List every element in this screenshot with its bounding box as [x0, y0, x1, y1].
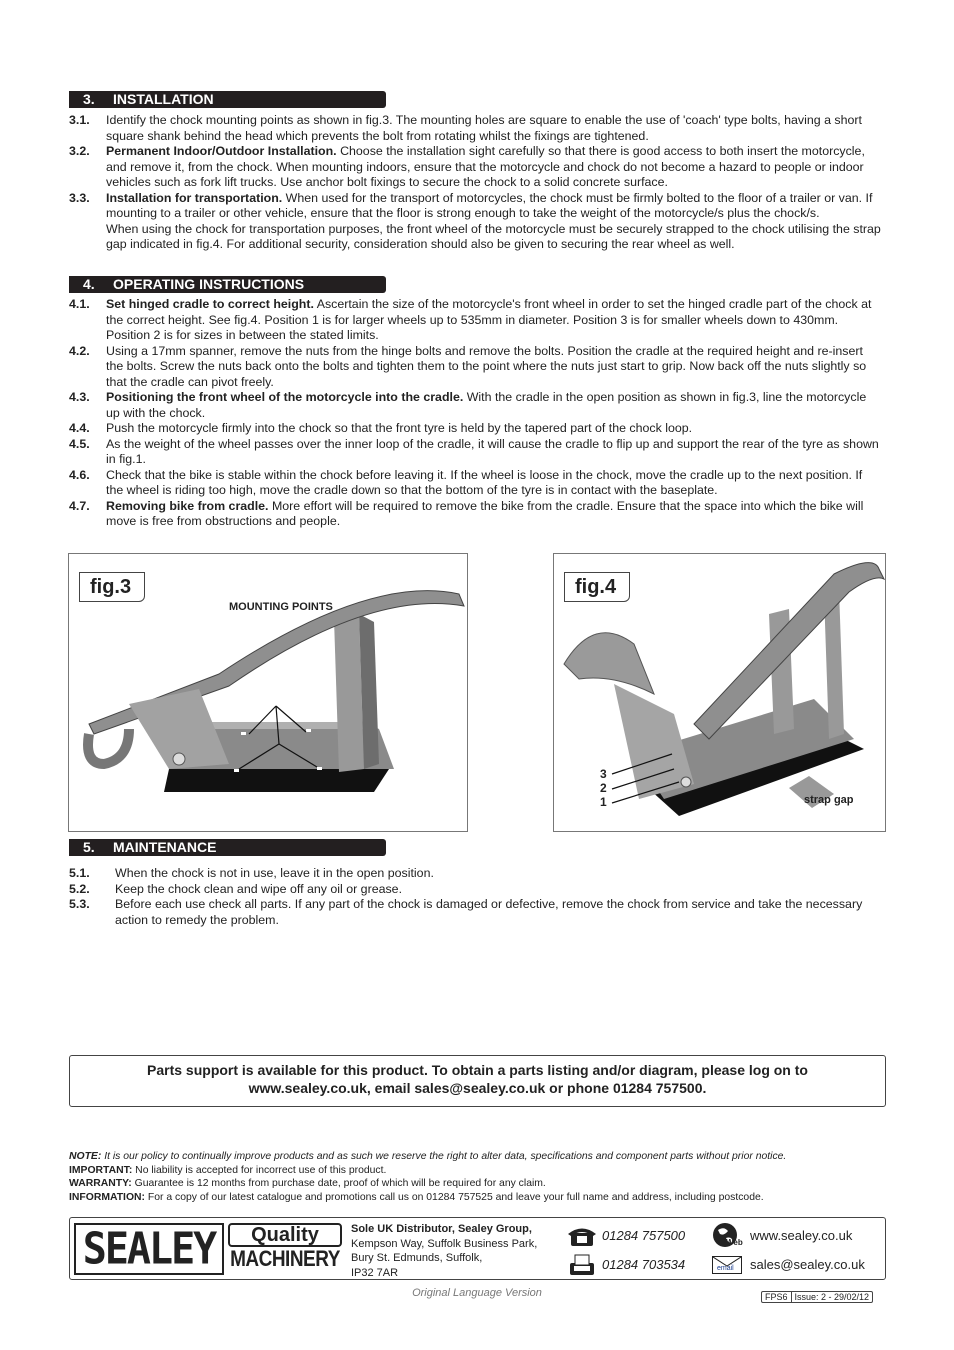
web-icon: Web [712, 1222, 746, 1250]
figure-3 [68, 553, 468, 832]
list-item: 3.3. Installation for transportation. When used for the transport of motorcycles, the chock must be firmly bolted to the floor of a trailer or van. If mounting to a trailer or other vehicle, ensure that the floor is strong enough to take the weight of the motorcycle/s plus the chock/s. When using the chock for transportation purposes, the front wheel of the motorcycle must be securely strapped to the chock utilising the strap gap indicated in fig.4. For additional security, consideration should also be given to securing the rear wheel as well. [69, 190, 881, 251]
list-item: 3.2. Permanent Indoor/Outdoor Installation. Choose the installation sight carefully so that there is good access to both insert the motorcycle, and remove it, from the chock. When mounting indoors, ensure that the motorcycle and chock do not become a hazard to people or indoor vehicles such as fork lift trucks. Use anchor bolt fixings to secure the chock to a solid concrete surface. [69, 144, 865, 189]
document-issue-badge: FPS6 Issue: 2 - 29/02/12 [761, 1291, 873, 1303]
email-link[interactable]: sales@sealey.co.uk [750, 1257, 865, 1272]
sealey-logo: SEALEY [74, 1223, 224, 1275]
section-header-maintenance: 5. MAINTENANCE [69, 839, 386, 856]
list-item: 4.6. Check that the bike is stable within the chock before leaving it. If the wheel is loose in the chock, move the cradle up to the next position. If the wheel is riding too high, move the cradle down so that the bottom of the tyre is in contact with the baseplate. [69, 467, 863, 497]
original-language-note: Original Language Version [412, 1287, 542, 1299]
fig-4-label: fig.4 [564, 572, 630, 602]
parts-support-box: Parts support is available for this product. To obtain a parts listing and/or diagram, please log on to www.sealey.co.uk, email sales@sealey.co.uk or phone 01284 757500. [69, 1055, 886, 1107]
list-item: 4.1. Set hinged cradle to correct height. Ascertain the size of the motorcycle's front wheel in order to set the hinged cradle part of the chock at the correct height. See fig.4. Position 1 is for larger wheels up to 535mm in diameter. Position 3 is for smaller wheels down to 430mm. Position 2 is for sizes in between the stated limits. [69, 297, 872, 342]
section-header-installation: 3. INSTALLATION [69, 91, 386, 108]
phone-icon [567, 1225, 597, 1247]
quality-machinery-logo: Quality MACHINERY [228, 1223, 342, 1275]
list-item: 3.1. Identify the chock mounting points as shown in fig.3. The mounting holes are square to enable the use of 'coach' type bolts, having a short square shank behind the head which prevents the bolt from rotating whilst the fixings are tightened. [69, 113, 862, 143]
maintenance-list [69, 866, 881, 928]
mounting-points-label: MOUNTING POINTS [229, 601, 333, 613]
figure-4 [553, 553, 886, 832]
section-header-operating: 4. OPERATING INSTRUCTIONS [69, 276, 386, 293]
list-item: 5.3. Before each use check all parts. If any part of the chock is damaged or defective, remove the chock from service and take the necessary action to remedy the problem. [69, 897, 863, 927]
legal-notes: NOTE: It is our policy to continually improve products and as such we reserve the right to alter data, specifications and component parts without prior notice. IMPORTANT: No liability is accepted for incorrect use of this product. WARRANTY: Guarantee is 12 months from purchase date, proof of which will be required for any claim. INFORMATION: For a copy of our latest catalogue and promotions call us on 01284 757525 and leave your full name and address, including postcode. [69, 1151, 787, 1203]
email-icon: email [712, 1256, 742, 1274]
fax-icon [567, 1253, 597, 1277]
list-item: 5.1. When the chock is not in use, leave it in the open position. [69, 866, 434, 880]
footer-contact-box [69, 1217, 886, 1280]
phone-number: 01284 757500 [602, 1228, 686, 1243]
list-item: 4.5. As the weight of the wheel passes over the inner loop of the cradle, it will cause the cradle to flip up and support the rear of the tyre as shown in fig.1. [69, 436, 879, 466]
website-link[interactable]: www.sealey.co.uk [750, 1228, 853, 1243]
strap-gap-label: strap gap [804, 794, 854, 806]
operating-list [69, 297, 881, 530]
fax-number: 01284 703534 [602, 1257, 686, 1272]
list-item: 5.2. Keep the chock clean and wipe off any oil or grease. [69, 881, 403, 896]
fig-3-label: fig.3 [79, 572, 145, 602]
position-labels: 3 2 1 [600, 767, 607, 809]
list-item: 4.4. Push the motorcycle firmly into the chock so that the front tyre is held by the tapered part of the chock loop. [69, 421, 693, 435]
list-item: 4.3. Positioning the front wheel of the motorcycle into the cradle. With the cradle in the open position as shown in fig.3, line the motorcycle up with the chock. [69, 390, 867, 420]
chock-illustration-fig3 [69, 554, 469, 833]
installation-list [69, 113, 881, 253]
distributor-address: Sole UK Distributor, Sealey Group, Kempson Way, Suffolk Business Park, Bury St. Edmunds, Suffolk, IP32 7AR [351, 1223, 538, 1279]
list-item: 4.7. Removing bike from cradle. More effort will be required to remove the bike from the cradle. Ensure that the space into which the bike will move is free from obstructions and people. [69, 498, 864, 528]
list-item: 4.2. Using a 17mm spanner, remove the nuts from the hinge bolts and remove the bolts. Position the cradle at the required height and re-insert the bolts. Screw the nuts back onto the bolts and tighten them to the point where the nuts just start to grip. Now back off the nuts slightly so that the cradle can pivot freely. [69, 343, 867, 389]
